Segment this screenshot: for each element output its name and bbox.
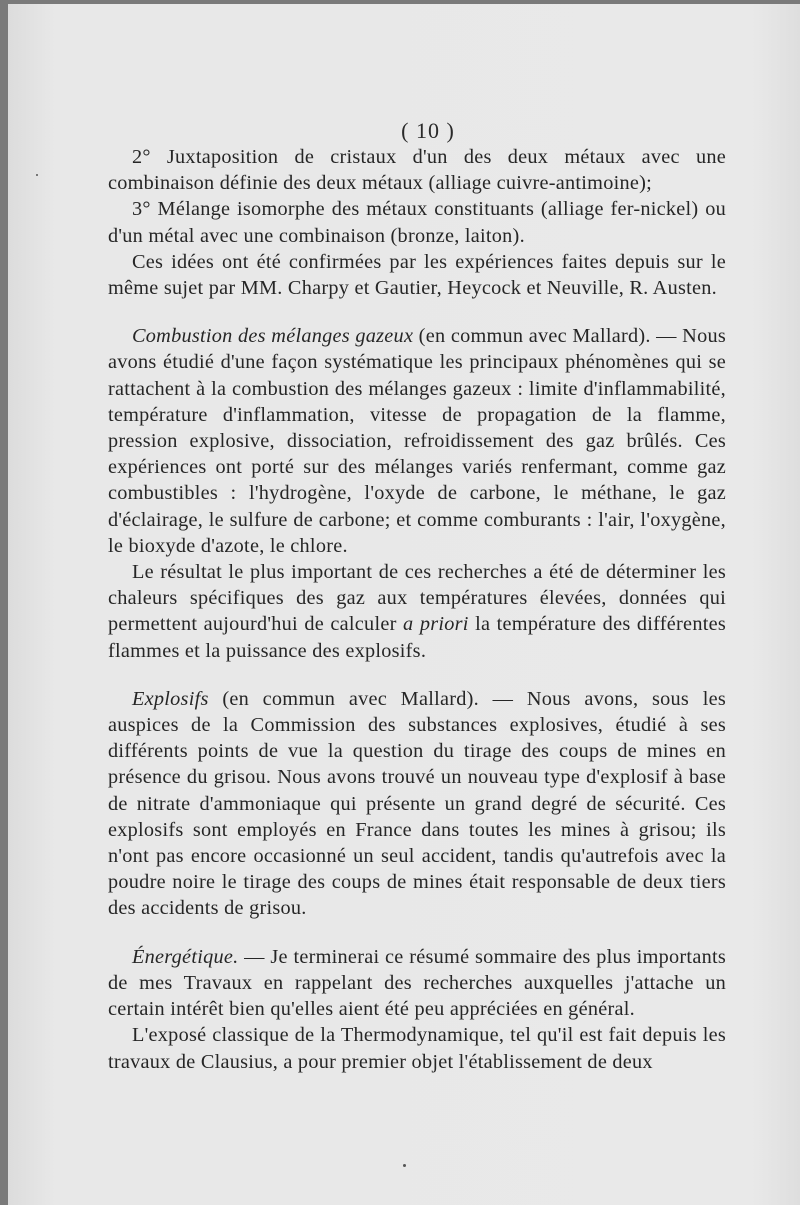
paper-speck [403,1164,406,1167]
body-text [108,144,726,1075]
combustion-body: (en commun avec Mallard). — Nous avons étudié d'une façon systématique les principaux phénomènes qui se rattachent à la combustion des mélanges gazeux : limite d'inflammabilité, température d'inflammation, vitesse de propagation de la flamme, pression explosive, dissociation, refroidissement des gaz brûlés. Ces expériences ont porté sur des mélanges variés renfermant, comme gaz combustibles : l'hydrogène, l'oxyde de carbone, le méthane, le gaz d'éclairage, le sulfure de carbone; et comme comburants : l'air, l'oxygène, le bioxyde d'azote, le chlore. [108,325,726,557]
paragraph-explosifs [108,686,726,922]
a-priori-emphasis: a priori [403,613,469,636]
paragraph-juxtaposition: 2° Juxtaposition de cristaux d'un des deux métaux avec une combinaison définie des deux métaux (alliage cuivre-antimoine); [108,146,726,195]
energetique-body: — Je terminerai ce résumé sommaire des plus importants de mes Travaux en rappelant des recherches auxquelles j'attache un certain intérêt bien qu'elles aient été peu appréciées en général. [108,945,726,1021]
resultat-text-b: la température des différentes flammes et la puissance des explosifs. [108,613,726,662]
section-title-energetique: Énergétique. [132,945,239,968]
section-title-explosifs: Explosifs [132,687,209,710]
paper-speck [36,174,38,176]
paragraph-energetique [108,944,726,1023]
page-number: ( 10 ) [401,118,455,143]
explosifs-body: (en commun avec Mallard). — Nous avons, sous les auspices de la Commission des substances explosives, étudié à ses différents points de vue la question du tirage des coups de mines en présence du grisou. Nous avons trouvé un nouveau type d'explosif à base de nitrate d'ammoniaque qui présente un grand degré de sécurité. Ces explosifs sont employés en France dans toutes les mines à grisou; ils n'ont pas encore occasionné un seul accident, tandis qu'autrefois avec la poudre noire le tirage des coups de mines était responsable de deux tiers des accidents de grisou. [108,687,726,920]
paragraph-combustion [108,323,726,559]
paragraph-melange: 3° Mélange isomorphe des métaux constituants (alliage fer-nickel) ou d'un métal avec une combinaison (bronze, laiton). [108,198,726,247]
section-title-combustion: Combustion des mélanges gazeux [132,325,414,348]
scanned-page [8,4,800,1205]
paragraph-resultat [108,559,726,664]
paragraph-confirmation: Ces idées ont été confirmées par les expériences faites depuis sur le même sujet par MM. Charpy et Gautier, Heycock et Neuville, R. Austen. [108,250,726,300]
paragraph-thermodynamique: L'exposé classique de la Thermodynamique, tel qu'il est fait depuis les travaux de Clausius, a pour premier objet l'établissement de deux [108,1024,726,1073]
resultat-text-a: Le résultat le plus important de ces recherches a été de déterminer les chaleurs spécifiques des gaz aux températures élevées, données qui permettent aujourd'hui de calculer [108,561,726,636]
